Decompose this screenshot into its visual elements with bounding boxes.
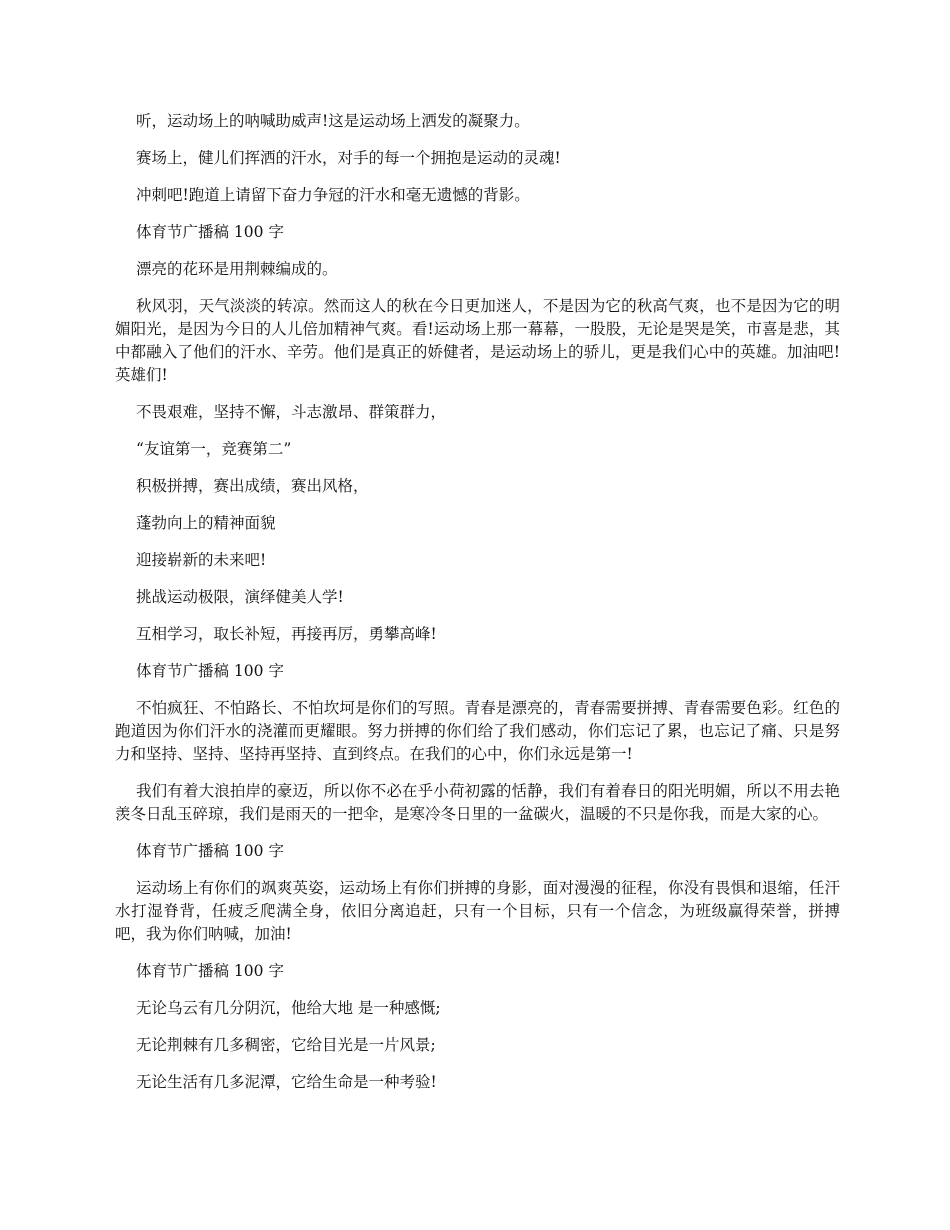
paragraph: 蓬勃向上的精神面貌 [136, 514, 276, 532]
paragraph: 不畏艰难，坚持不懈，斗志激昂、群策群力， [136, 403, 447, 421]
section-heading: 体育节广播稿 100 字 [136, 223, 284, 241]
paragraph: 无论乌云有几分阴沉，他给大地 是一种感慨; [136, 999, 441, 1017]
document-body [115, 110, 840, 1108]
paragraph: 冲刺吧!跑道上请留下奋力争冠的汗水和毫无遗憾的背影。 [136, 186, 530, 204]
paragraph: 运动场上有你们的飒爽英姿，运动场上有你们拼搏的身影，面对漫漫的征程，你没有畏惧和退缩，任汗水打湿脊背，任疲乏爬满全身，依旧分离追赶，只有一个目标，只有一个信念，为班级赢得荣誉，拼搏吧，我为你们呐喊，加油! [115, 879, 840, 943]
section-heading: 体育节广播稿 100 字 [136, 962, 284, 980]
section-heading: 体育节广播稿 100 字 [136, 842, 284, 860]
paragraph: 不怕疯狂、不怕路长、不怕坎坷是你们的写照。青春是漂亮的，青春需要拼搏、青春需要色彩。红色的跑道因为你们汗水的浇灌而更耀眼。努力拼搏的你们给了我们感动，你们忘记了累，也忘记了痛、只是努力和坚持、坚持、坚持再坚持、直到终点。在我们的心中，你们永远是第一! [115, 699, 840, 763]
paragraph: 积极拼搏，赛出成绩，赛出风格， [136, 477, 369, 495]
paragraph: 秋风羽，天气淡淡的转凉。然而这人的秋在今日更加迷人，不是因为它的秋高气爽，也不是因为它的明媚阳光，是因为今日的人儿倍加精神气爽。看!运动场上那一幕幕，一股股，无论是哭是笑，市喜是悲，其中都融入了他们的汗水、辛劳。他们是真正的娇健者，是运动场上的骄儿，更是我们心中的英雄。加油吧!英雄们! [115, 297, 840, 384]
paragraph: 互相学习，取长补短，再接再厉，勇攀高峰! [136, 625, 437, 643]
paragraph: 无论生活有几多泥潭，它给生命是一种考验! [136, 1073, 437, 1091]
paragraph: “友谊第一，竞赛第二” [136, 440, 292, 458]
paragraph: 挑战运动极限，演绎健美人学! [136, 588, 344, 606]
paragraph: 我们有着大浪拍岸的豪迈，所以你不必在乎小荷初露的恬静，我们有着春日的阳光明媚，所以不用去艳羡冬日乱玉碎琼，我们是雨天的一把伞，是寒冷冬日里的一盆碳火，温暖的不只是你我，而是大家的心。 [115, 782, 840, 823]
paragraph: 无论荆棘有几多稠密，它给目光是一片风景; [136, 1036, 436, 1054]
paragraph: 漂亮的花环是用荆棘编成的。 [136, 260, 338, 278]
paragraph: 迎接崭新的未来吧! [136, 551, 267, 569]
paragraph: 听，运动场上的呐喊助威声!这是运动场上洒发的凝聚力。 [136, 112, 530, 130]
paragraph: 赛场上，健儿们挥洒的汗水，对手的每一个拥抱是运动的灵魂! [136, 149, 561, 167]
section-heading: 体育节广播稿 100 字 [136, 662, 284, 680]
